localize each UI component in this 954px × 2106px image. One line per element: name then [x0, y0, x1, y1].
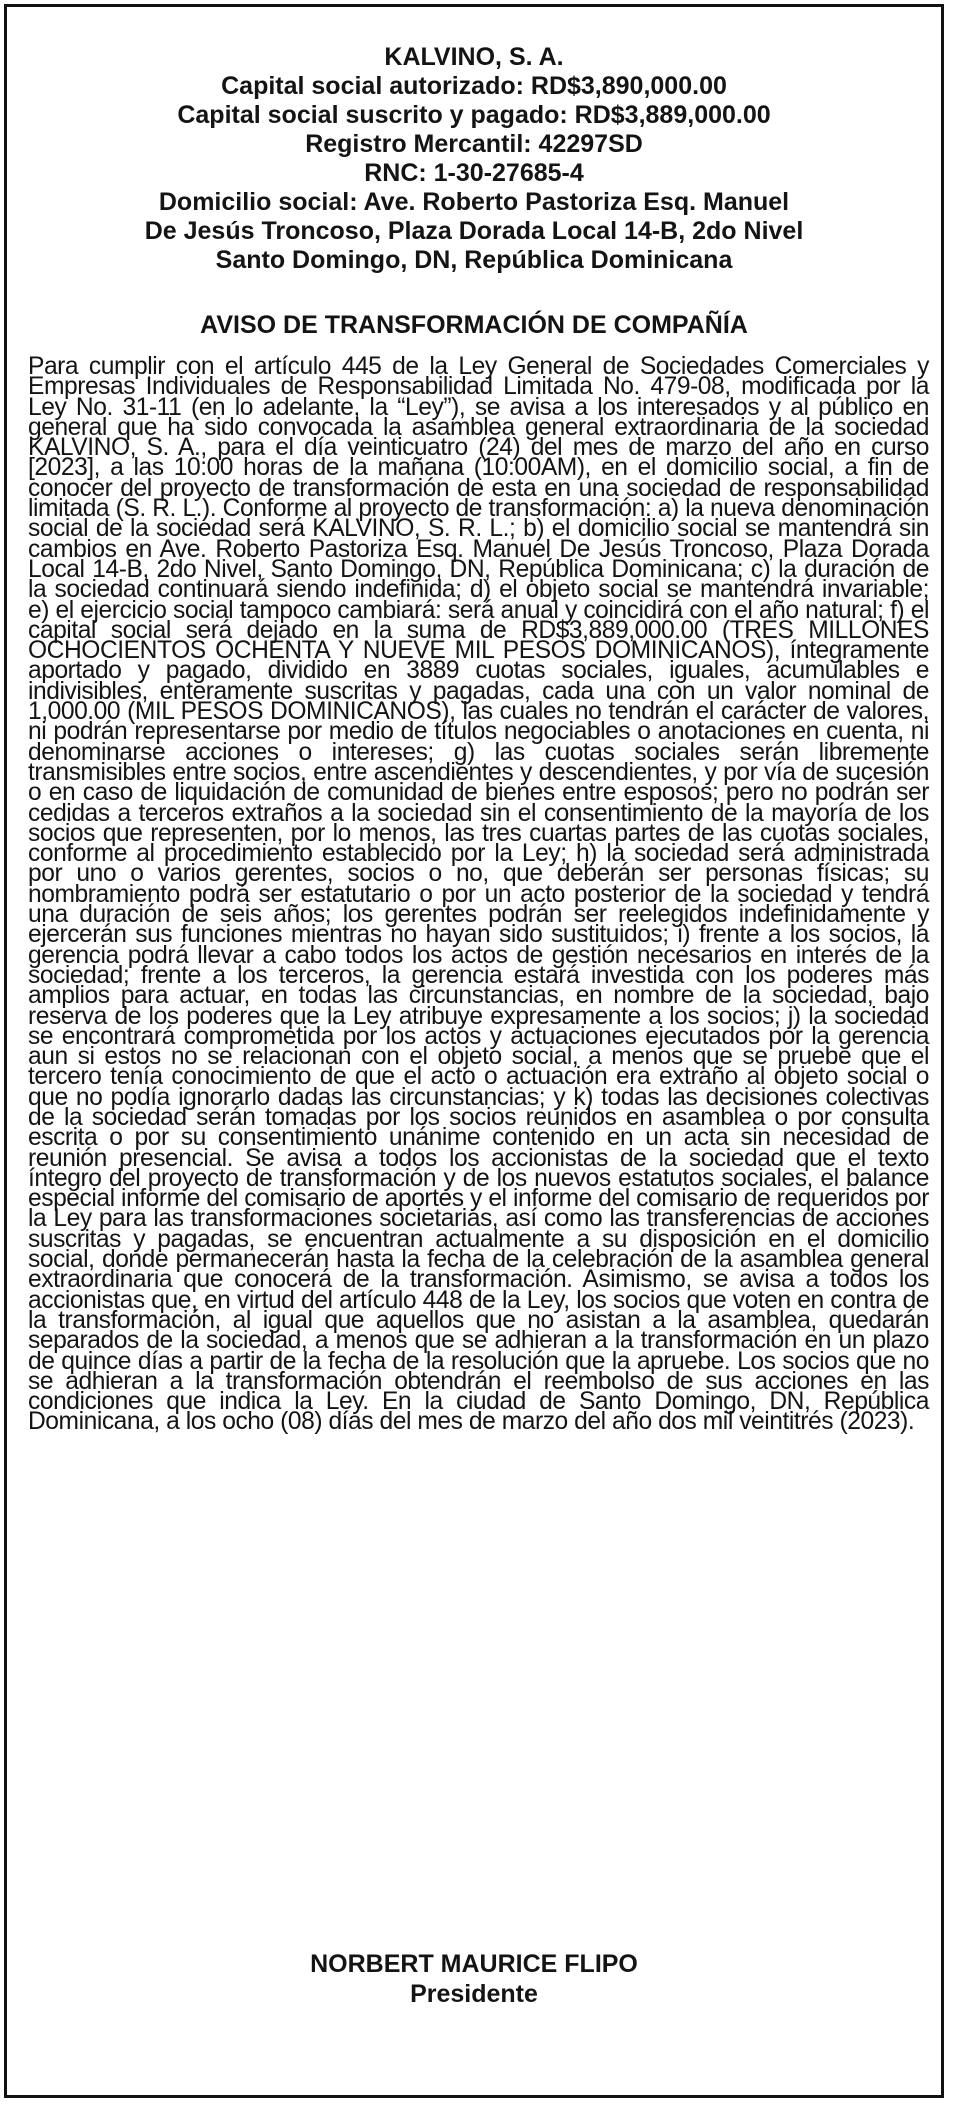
- signature-block: [7, 1949, 941, 2009]
- signatory-name: NORBERT MAURICE FLIPO: [310, 1950, 638, 1978]
- notice-title: AVISO DE TRANSFORMACIÓN DE COMPAÑÍA: [200, 311, 748, 339]
- authorized-capital: Capital social autorizado: RD$3,890,000.00: [221, 72, 727, 100]
- subscribed-capital: Capital social suscrito y pagado: RD$3,889,000.00: [177, 101, 771, 129]
- address-line-2: De Jesús Troncoso, Plaza Dorada Local 14-B, 2do Nivel: [144, 217, 804, 245]
- address-line-3: Santo Domingo, DN, República Dominicana: [215, 246, 733, 274]
- rnc-number: RNC: 1-30-27685-4: [364, 159, 584, 187]
- address-line-1: Domicilio social: Ave. Roberto Pastoriza Esq. Manuel: [158, 188, 790, 216]
- mercantile-registry: Registro Mercantil: 42297SD: [305, 130, 643, 158]
- company-header: [7, 43, 941, 275]
- notice-body: Para cumplir con el artículo 445 de la Ley General de Sociedades Comerciales y Empresas Individuales de Responsabilidad Limitada No. 479-08, modificada por la Ley No. 31-11 (en lo adelante, la “Ley”), se avisa a los interesados y al público en general que ha sido convocada la asamblea general extraordinaria de la sociedad KALVINO, S. A., para el día veinticuatro (24) del mes de marzo del año en curso [2023], a las 10:00 horas de la mañana (10:00AM), en el domicilio social, a fin de conocer del proyecto de transformación de esta en una sociedad de responsabilidad limitada (S. R. L.). Conforme al proyecto de transformación: a) la nueva denominación social de la sociedad será KALVINO, S. R. L.; b) el domicilio social se mantendrá sin cambios en Ave. Roberto Pastoriza Esq. Manuel De Jesús Troncoso, Plaza Dorada Local 14-B, 2do Nivel, Santo Domingo, DN, República Dominicana; c) la duración de la sociedad continuará siendo indefinida; d) el objeto social se mantendrá invariable; e) el ejercicio social tampoco cambiará: será anual y coincidirá con el año natural; f) el capital social será dejado en la suma de RD$3,889,000.00 (TRES MILLONES OCHOCIENTOS OCHENTA Y NUEVE MIL PESOS DOMINICANOS), íntegramente aportado y pagado, dividido en 3889 cuotas sociales, iguales, acumulables e indivisibles, enteramente suscritas y pagadas, cada una con un valor nominal de 1,000.00 (MIL PESOS DOMINICANOS), las cuales no tendrán el carácter de valores, ni podrán representarse por medio de títulos negociables o anotaciones en cuenta, ni denominarse acciones o intereses; g) las cuotas sociales serán libremente transmisibles entre socios, entre ascendientes y descendientes, y por vía de sucesión o en caso de liquidación de comunidad de bienes entre esposos; pero no podrán ser cedidas a terceros extraños a la sociedad sin el consentimiento de la mayoría de los socios que representen, por lo menos, las tres cuartas partes de las cuotas sociales, conforme al procedimiento establecido por la Ley; h) la sociedad será administrada por uno o varios gerentes, socios o no, que deberán ser personas físicas; su nombramiento podrá ser estatutario o por un acto posterior de la sociedad y tendrá una duración de seis años; los gerentes podrán ser reelegidos indefinidamente y ejercerán sus funciones mientras no hayan sido sustituidos; i) frente a los socios, la gerencia podrá llevar a cabo todos los actos de gestión necesarios en interés de la sociedad; frente a los terceros, la gerencia estará investida con los poderes más amplios para actuar, en todas las circunstancias, en nombre de la sociedad, bajo reserva de los poderes que la Ley atribuye expresamente a los socios; j) la sociedad se encontrará comprometida por los actos y actuaciones ejecutados por la gerencia aun si estos no se relacionan con el objeto social, a menos que se pruebe que el tercero tenía conocimiento de que el acto o actuación era extraño al objeto social o que no podía ignorarlo dadas las circunstancias; y k) todas las decisiones colectivas de la sociedad serán tomadas por los socios reunidos en asamblea o por consulta escrita o por su consentimiento unánime contenido en un acta sin necesidad de reunión presencial. Se avisa a todos los accionistas de la sociedad que el texto íntegro del proyecto de transformación y de los nuevos estatutos sociales, el balance especial informe del comisario de aportes y el informe del comisario de requeridos por la Ley para las transformaciones societarias, así como las transferencias de acciones suscritas y pagadas, se encuentran actualmente a su disposición en el domicilio social, donde permanecerán hasta la fecha de la celebración de la asamblea general extraordinaria que conocerá de la transformación. Asimismo, se avisa a todos los accionistas que, en virtud del artículo 448 de la Ley, los socios que voten en contra de la transformación, al igual que aquellos que no asistan a la asamblea, quedarán separados de la sociedad, a menos que se adhieran a la transformación en un plazo de quince días a partir de la fecha de la resolución que la apruebe. Los socios que no se adhieran a la transformación obtendrán el reembolso de sus acciones en las condiciones que indica la Ley. En la ciudad de Santo Domingo, DN, República Dominicana, a los ocho (08) días del mes de marzo del año dos mil veintitrés (2023).: [28, 353, 929, 1436]
- signatory-title: Presidente: [410, 1980, 538, 2008]
- legal-notice-frame: [4, 4, 944, 2098]
- company-name: KALVINO, S. A.: [384, 43, 564, 71]
